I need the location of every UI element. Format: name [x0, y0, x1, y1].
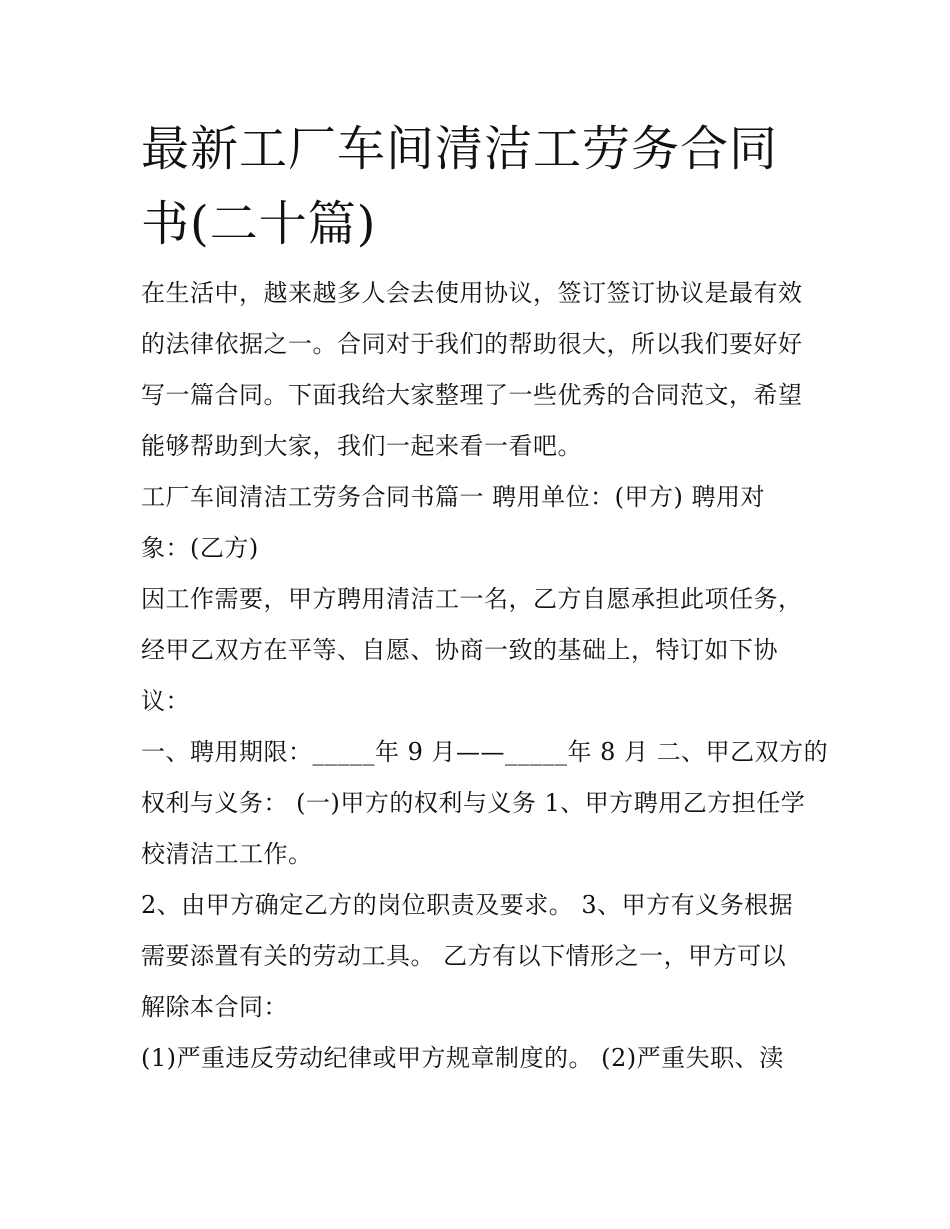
text-line: 象：(乙方)	[141, 534, 259, 562]
intro-paragraph	[141, 268, 821, 472]
text-line: 工厂车间清洁工劳务合同书篇一 聘用单位：(甲方) 聘用对	[141, 483, 765, 511]
text-line: 解除本合同：	[141, 993, 288, 1021]
text-line: 需要添置有关的劳动工具。 乙方有以下情形之一，甲方可以	[141, 942, 787, 970]
text-line: 因工作需要，甲方聘用清洁工一名，乙方自愿承担此项任务，	[141, 585, 803, 613]
text-line: 2、由甲方确定乙方的岗位职责及要求。 3、甲方有义务根据	[141, 891, 794, 919]
text-line: 校清洁工工作。	[141, 840, 313, 868]
text-line: 写一篇合同。下面我给大家整理了一些优秀的合同范文，希望	[141, 381, 803, 409]
text-line: 的法律依据之一。合同对于我们的帮助很大，所以我们要好好	[141, 330, 803, 358]
title-line: 最新工厂车间清洁工劳务合同	[141, 121, 779, 177]
text-line: 经甲乙双方在平等、自愿、协商一致的基础上，特订如下协	[141, 636, 778, 664]
text-line: (1)严重违反劳动纪律或甲方规章制度的。 (2)严重失职、渎	[141, 1044, 784, 1072]
title-line: 书(二十篇)	[141, 196, 377, 252]
text-line: 在生活中，越来越多人会去使用协议，签订签订协议是最有效	[141, 279, 803, 307]
text-line: 议：	[141, 687, 190, 715]
text-line: 能够帮助到大家，我们一起来看一看吧。	[141, 432, 582, 460]
document-title	[141, 112, 821, 262]
text-line: 一、聘用期限：_____年 9 月——_____年 8 月 二、甲乙双方的	[141, 738, 829, 766]
document-content	[141, 112, 829, 1084]
term-paragraph	[141, 727, 829, 880]
duties-paragraph	[141, 880, 821, 1033]
text-line: 权利与义务： (一)甲方的权利与义务 1、甲方聘用乙方担任学	[141, 789, 806, 817]
parties-paragraph	[141, 472, 821, 574]
termination-paragraph	[141, 1033, 821, 1084]
purpose-paragraph	[141, 574, 821, 727]
